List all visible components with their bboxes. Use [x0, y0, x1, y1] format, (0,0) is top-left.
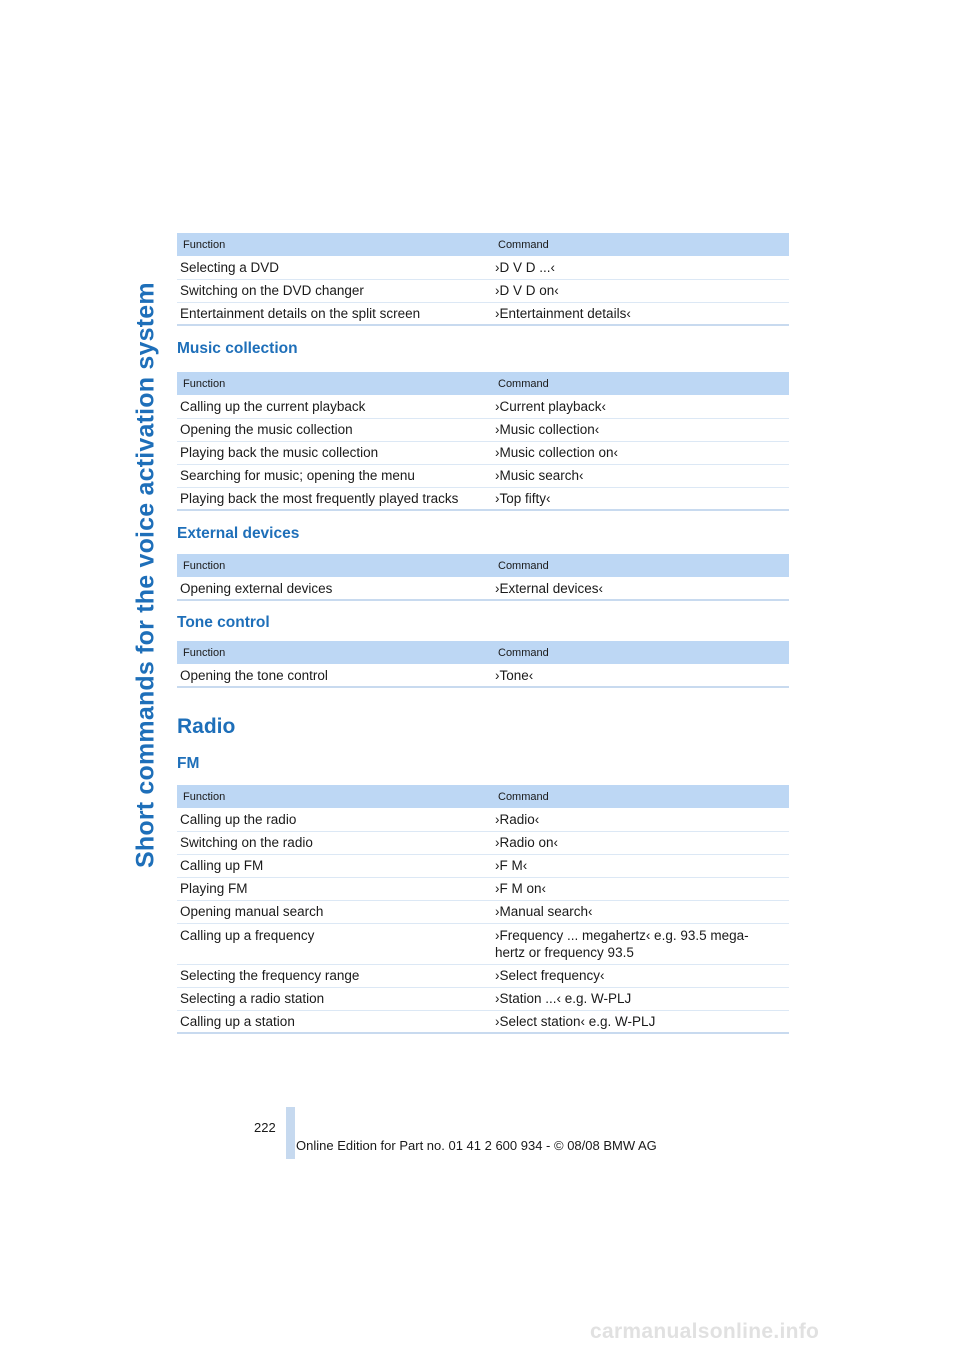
- table-row: [177, 877, 789, 900]
- command-header: Command: [492, 554, 789, 577]
- table-row: [177, 987, 789, 1010]
- command-header: Command: [492, 641, 789, 664]
- function-cell: Selecting the frequency range: [177, 964, 492, 987]
- function-header: Function: [177, 554, 492, 577]
- radio-heading: Radio: [177, 715, 236, 738]
- table-row: [177, 808, 789, 831]
- function-header: Function: [177, 641, 492, 664]
- table-row: [177, 577, 789, 600]
- table-row: [177, 964, 789, 987]
- command-cell: ›Tone‹: [495, 667, 534, 683]
- table-row: [177, 256, 789, 279]
- page-number: 222: [254, 1120, 276, 1135]
- external-command-table: [177, 554, 789, 601]
- table-header: [177, 554, 789, 577]
- music-collection-heading: Music collection: [177, 340, 298, 357]
- function-cell: Playing back the most frequently played tracks: [180, 490, 459, 506]
- table-header: [177, 785, 789, 808]
- table-row: [177, 831, 789, 854]
- function-header: Function: [177, 233, 492, 256]
- command-cell: ›Manual search‹: [492, 900, 789, 923]
- table-row: [177, 279, 789, 302]
- command-cell: ›Current playback‹: [492, 395, 789, 418]
- command-cell: ›D V D on‹: [492, 279, 789, 302]
- function-cell: Calling up a station: [180, 1013, 295, 1029]
- table-row: [177, 418, 789, 441]
- function-header: Function: [177, 372, 492, 395]
- tone-command-table: [177, 641, 789, 688]
- function-cell: Calling up a frequency: [177, 923, 492, 964]
- command-cell: ›Select frequency‹: [492, 964, 789, 987]
- function-cell: Playing FM: [177, 877, 492, 900]
- table-header: [177, 233, 789, 256]
- table-row: [177, 441, 789, 464]
- side-chapter-title: Short commands for the voice activation system: [131, 282, 160, 868]
- command-cell: ›Top fifty‹: [495, 490, 551, 506]
- table-row: [177, 923, 789, 964]
- command-cell: ›Music collection on‹: [492, 441, 789, 464]
- command-cell: ›F M on‹: [492, 877, 789, 900]
- command-cell: ›D V D ...‹: [492, 256, 789, 279]
- table-row: [177, 854, 789, 877]
- command-cell: ›Select station‹ e.g. W-PLJ: [495, 1013, 656, 1029]
- function-cell: Opening the music collection: [177, 418, 492, 441]
- table-row: [177, 395, 789, 418]
- table-row: [177, 1010, 789, 1033]
- fm-heading: FM: [177, 755, 200, 772]
- function-cell: Switching on the DVD changer: [177, 279, 492, 302]
- command-cell: ›Music search‹: [492, 464, 789, 487]
- command-cell: ›Station ...‹ e.g. W-PLJ: [492, 987, 789, 1010]
- function-cell: Calling up FM: [177, 854, 492, 877]
- function-cell: Entertainment details on the split screen: [180, 305, 421, 321]
- table-header: [177, 372, 789, 395]
- dvd-command-table: [177, 233, 789, 326]
- command-cell: ›Entertainment details‹: [495, 305, 631, 321]
- function-cell: Selecting a radio station: [177, 987, 492, 1010]
- command-cell: ›Radio‹: [492, 808, 789, 831]
- command-cell: ›F M‹: [492, 854, 789, 877]
- function-cell: Calling up the current playback: [177, 395, 492, 418]
- watermark: carmanualsonline.info: [590, 1320, 820, 1343]
- tone-control-heading: Tone control: [177, 614, 270, 631]
- command-line-2: hertz or frequency 93.5: [495, 944, 634, 960]
- table-header: [177, 641, 789, 664]
- function-cell: Opening external devices: [180, 580, 333, 596]
- table-row: [177, 302, 789, 325]
- function-cell: Switching on the radio: [177, 831, 492, 854]
- table-row: [177, 900, 789, 923]
- command-header: Command: [492, 785, 789, 808]
- footer-accent-bar: [286, 1107, 295, 1159]
- command-line-1: ›Frequency ... megahertz‹ e.g. 93.5 mega-: [495, 927, 749, 943]
- function-cell: Opening the tone control: [180, 667, 328, 683]
- fm-command-table: [177, 785, 789, 1034]
- function-header: Function: [177, 785, 492, 808]
- function-cell: Opening manual search: [177, 900, 492, 923]
- music-command-table: [177, 372, 789, 511]
- command-header: Command: [492, 233, 789, 256]
- function-cell: Calling up the radio: [177, 808, 492, 831]
- function-cell: Selecting a DVD: [177, 256, 492, 279]
- table-row: [177, 464, 789, 487]
- command-cell: ›Radio on‹: [492, 831, 789, 854]
- function-cell: Searching for music; opening the menu: [177, 464, 492, 487]
- command-cell: ›Music collection‹: [492, 418, 789, 441]
- command-cell: [492, 923, 789, 964]
- table-row: [177, 487, 789, 510]
- table-row: [177, 664, 789, 687]
- function-cell: Playing back the music collection: [177, 441, 492, 464]
- edition-note: Online Edition for Part no. 01 41 2 600 934 - © 08/08 BMW AG: [296, 1138, 657, 1153]
- command-cell: ›External devices‹: [495, 580, 604, 596]
- external-devices-heading: External devices: [177, 525, 300, 542]
- command-header: Command: [492, 372, 789, 395]
- main-content: [177, 233, 789, 1034]
